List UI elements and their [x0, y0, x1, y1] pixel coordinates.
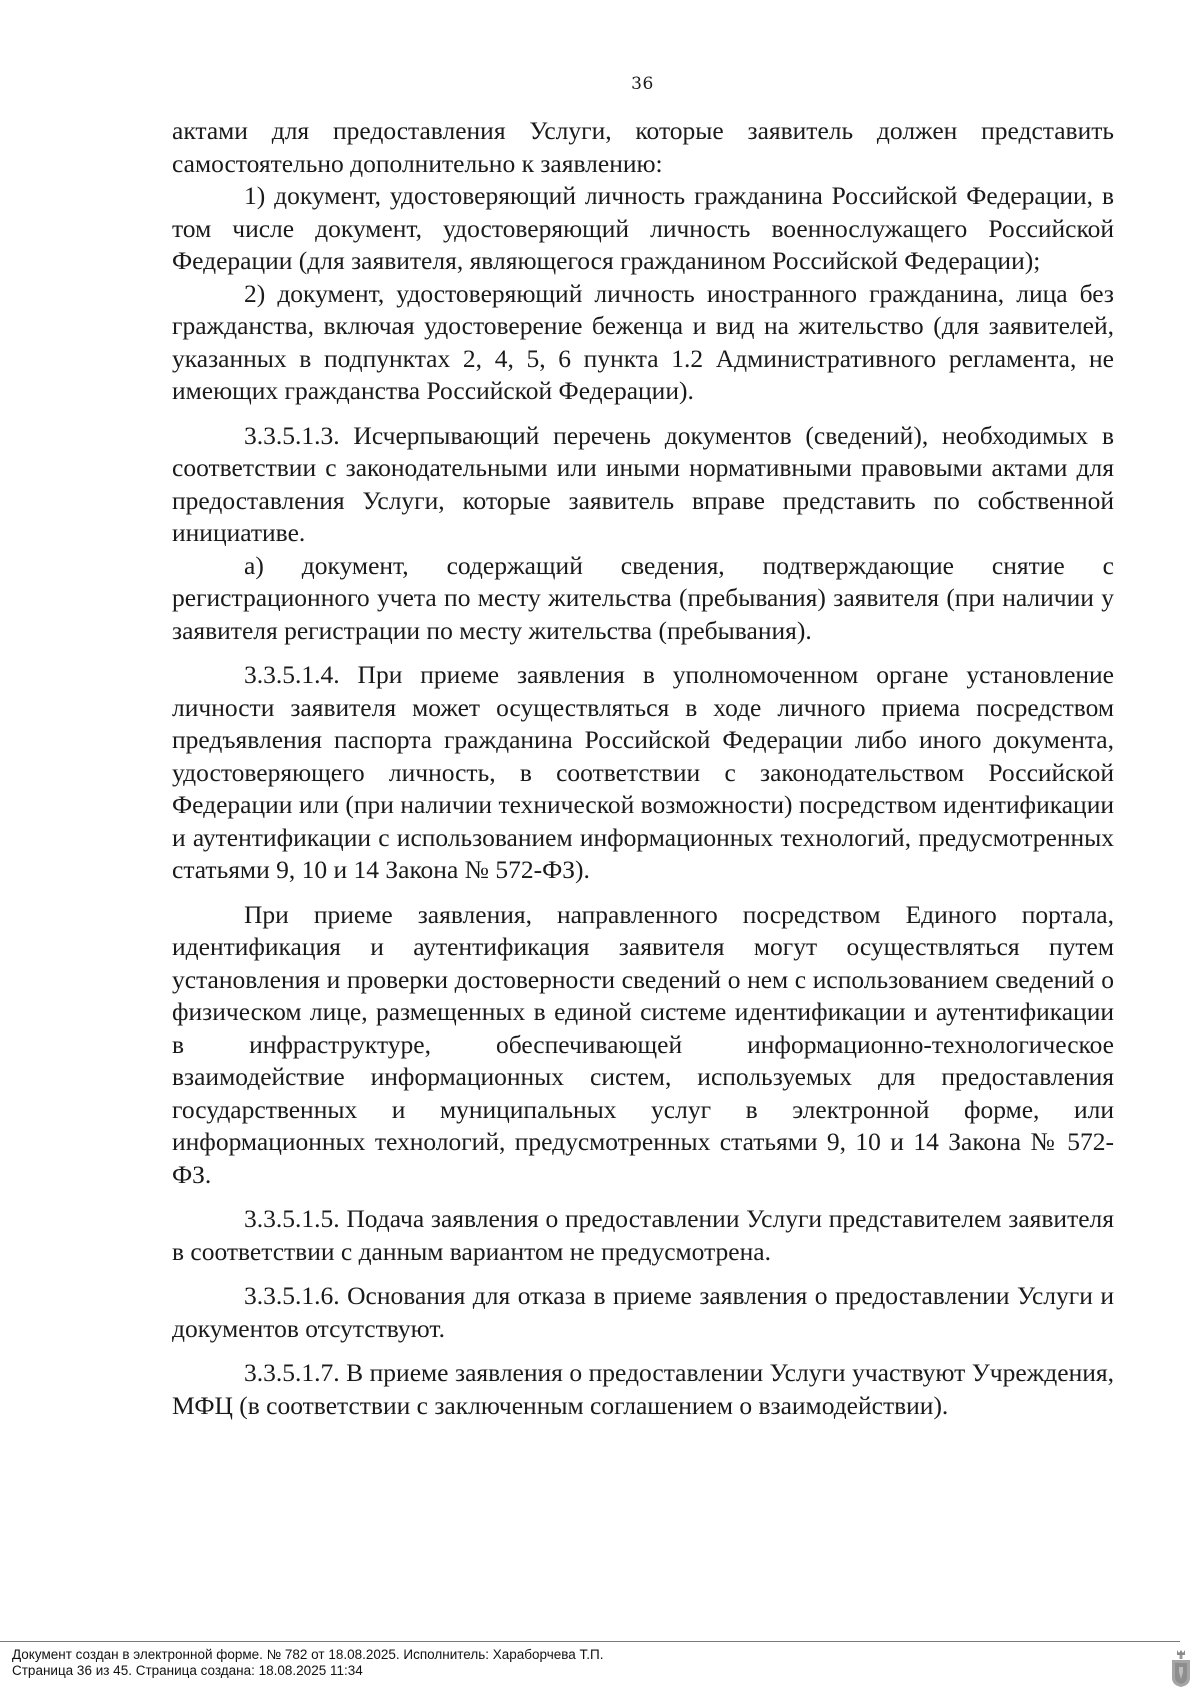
paragraph: актами для предоставления Услуги, которые заявитель должен представить самостоятельно дополнительно к заявлению: [172, 116, 1114, 178]
clause-paragraph: 3.3.5.1.3. Исчерпывающий перечень документов (сведений), необходимых в соответствии с законодательными или иными нормативными правовыми актами для предоставления Услуги, которые заявитель вправе представить по собственной инициативе. [172, 420, 1114, 547]
paragraph: При приеме заявления, направленного посредством Единого портала, идентификация и аутентификация заявителя могут осуществляться путем установления и проверки достоверности сведений о нем с использованием сведений о физическом лице, размещенных в единой системе идентификации и аутентификации в инфраструктуре, обеспечивающей информационно-технологическое взаимодействие информационных систем, используемых для предоставления государственных и муниципальных услуг в электронной форме, или информационных технологий, предусмотренных статьями 9, 10 и 14 Закона № 572-ФЗ. [172, 899, 1114, 1189]
clause-paragraph: 3.3.5.1.5. Подача заявления о предоставлении Услуги представителем заявителя в соответствии с данным вариантом не предусмотрена. [172, 1204, 1114, 1266]
coat-of-arms-icon [1170, 1648, 1192, 1688]
footer-line-1: Документ создан в электронной форме. № 782 от 18.08.2025. Исполнитель: Хараборчева Т.П. [12, 1647, 604, 1662]
document-body [172, 115, 1114, 1422]
clause-paragraph: 3.3.5.1.7. В приеме заявления о предоставлении Услуги участвуют Учреждения, МФЦ (в соответствии с заключенным соглашением о взаимодействии). [172, 1358, 1114, 1420]
clause-paragraph: 3.3.5.1.4. При приеме заявления в уполномоченном органе установление личности заявителя может осуществляться в ходе личного приема посредством предъявления паспорта гражданина Российской Федерации либо иного документа, удостоверяющего личность, в соответствии с законодательством Российской Федерации или (при наличии технической возможности) посредством идентификации и аутентификации с использованием информационных технологий, предусмотренных статьями 9, 10 и 14 Закона № 572-ФЗ). [172, 660, 1114, 884]
clause-paragraph: 3.3.5.1.6. Основания для отказа в приеме заявления о предоставлении Услуги и документов отсутствуют. [172, 1281, 1114, 1343]
footer-line-2: Страница 36 из 45. Страница создана: 18.08.2025 11:34 [12, 1663, 363, 1678]
document-footer [12, 1647, 604, 1679]
footer-divider [0, 1641, 1180, 1642]
list-item: 2) документ, удостоверяющий личность иностранного гражданина, лица без гражданства, включая удостоверение беженца и вид на жительство (для заявителей, указанных в подпунктах 2, 4, 5, 6 пункта 1.2 Административного регламента, не имеющих гражданства Российской Федерации). [172, 278, 1114, 405]
list-item: а) документ, содержащий сведения, подтверждающие снятие с регистрационного учета по месту жительства (пребывания) заявителя (при наличии у заявителя регистрации по месту жительства (пребывания). [172, 550, 1114, 645]
list-item: 1) документ, удостоверяющий личность гражданина Российской Федерации, в том числе документ, удостоверяющий личность военнослужащего Российской Федерации (для заявителя, являющегося гражданином Российской Федерации); [172, 181, 1114, 275]
page-number: 36 [631, 74, 654, 94]
